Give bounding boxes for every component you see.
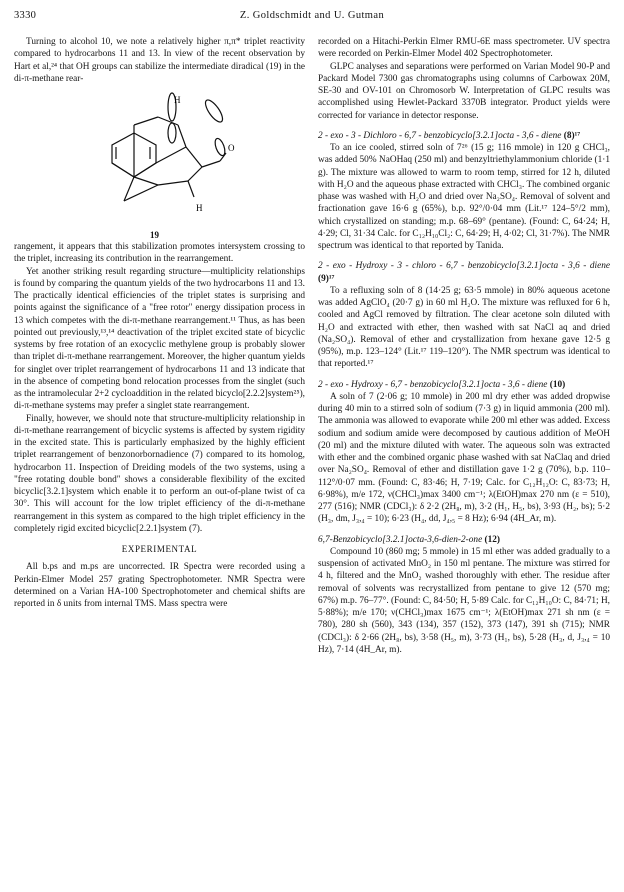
- paragraph: rangement, it appears that this stabilization promotes intersystem crossing to the triplet, increasing its contribution in the rearrangement.: [14, 242, 305, 265]
- compound-title: [318, 260, 610, 285]
- diradical-structure: [54, 89, 274, 227]
- atom-o: O: [228, 143, 235, 153]
- compound-title: [318, 130, 610, 142]
- page-number: 3330: [14, 10, 37, 21]
- compound-number: (9)¹⁷: [318, 273, 335, 284]
- structure-figure-19: [14, 89, 305, 239]
- paragraph: Yet another striking result regarding structure—multiplicity relationships is found by comparing the quantum yields of the two hydrocarbons 11 and 13. The practically identical efficiencies of the triplet states is surprising and points against the significance of a "free rotor" energy dissipation process in 13 which competes with the di-π-methane rearrangement.¹¹ Thus, as has been pointed out previously,¹³,¹⁴ deactivation of the triplet excited state of bicyclic systems by free rotation of an exocyclic methylene group is probably slower than triplet di-π-methane rearrangement. Moreover, the higher quantum yields for singlet over triplet rearrangement of hydrocarbons 11 and 13 indicate that in the absence of competing bond relocation processes from the singlet (such as the intramolecular 2+2 cycloaddition in the related bicyclo[2.2.2]system²⁵), di-π-methane systems may prefer a singlet state rearrangement.: [14, 266, 305, 412]
- paragraph: Finally, however, we should note that structure-multiplicity relationship in di-π-methane rearrangement of bicyclic systems is affected by system rigidity in the excited state. This is particularly emphasized by the highly efficient triplet rearrangement of benzonorbornadience (7) compared to its homolog, hydrocarbon 11. Inspection of Dreiding models of the two systems, using a "free rotating double bond" shows a considerable flexibility of the excited bicyclic[3.2.1]system which enable it to perform an out-of-plane twist of ca 30°. This will account for the low triplet efficiency of the di-π-methane rearrangement in this system as compared to the high triplet efficiency in the completely rigid excited bicyclic[2.2.1]system (7).: [14, 413, 305, 534]
- procedure: A soln of 7 (2·06 g; 10 mmole) in 200 ml dry ether was added dropwise during 40 min to a stirred soln of sodium (7·3 g) in liquid ammonia (200 ml). The ammonia was allowed to evaporate while 200 ml ether was added. Excess sodium and sodium amide were decomposed by cautious addition of MeOH (20 ml) and the mixture diluted with water. The aqueous soln was extracted with ether and the combined organic phase washed with sat NaClaq and dried over Na₂SO₄. Removal of ether and distillation gave 1·2 g (70%), b.p. 110–112°/0·07 mm. (Found: C, 83·46; H, 7·19; Calc. for C₁₂H₁₂O: C, 83·73; H, 6·98%), m/e 172, ν(CHCl₃)max 3400 cm⁻¹; λ(EtOH)max 270 nm (ε = 510), 277 (516); NMR (CDCl₃): δ 2·2 (2H₈, m), 3·2 (H₁, H₅, bs), 3·93 (H₂, bs); 5·2 (H₃, dm, J₃,₄ = 10); 6·23 (H₄, dd, J₄,₅ = 8 Hz); 6·94 (4H_Ar, m).: [318, 391, 610, 525]
- section-heading: EXPERIMENTAL: [121, 544, 198, 554]
- paragraph: recorded on a Hitachi-Perkin Elmer RMU-6E mass spectrometer. UV spectra were recorded on Perkin-Elmer Model 402 Spectrophotometer.: [318, 37, 610, 60]
- compound-name: 2 - exo - Hydroxy - 6,7 - benzobicyclo[3.2.1]octa - 3,6 - diene: [318, 379, 548, 390]
- procedure: To an ice cooled, stirred soln of 7²⁶ (15 g; 116 mmole) in 120 g CHCl₃, was added 50% NaOHaq (250 ml) and benzyltriethylammonium chloride (1·1 g). The mixture was allowed to warm to room temp, stirred for 12 h, diluted with H₂O and the aqueous phase extracted with CHCl₃. The combined organic phase was washed with H₂O and dried over Na₂SO₄. Removal of solvent and fractionation gave 16·6 g (65%), b.p. 92°/0·04 mm (Lit.¹⁷ 124–5°/2 mm), which crystallized on standing; m.p. 68–69° (pentane). (Found: C, 64·24; H, 4·29; Cl, 31·34 Calc. for C₁₂H₁₀Cl₂: C, 64·29; H, 4·02; Cl, 31·7%). The NMR spectrum was identical to that reported by Tanida.: [318, 143, 610, 251]
- atom-h-top: H: [174, 95, 181, 105]
- compound-name: 2 - exo - 3 - Dichloro - 6,7 - benzobicyclo[3.2.1]octa - 3,6 - diene: [318, 130, 562, 141]
- compound-number: (10): [549, 379, 566, 390]
- paragraph: All b.ps and m.ps are uncorrected. IR Spectra were recorded using a Perkin-Elmer Model 257 grating Spectrophotometer. NMR Spectra were determined on a Varian HA-100 Spectrophotometer and chemical shifts are reported in δ units from internal TMS. Mass spectra were: [14, 562, 305, 609]
- left-column: [14, 36, 305, 610]
- compound-title: [318, 379, 610, 391]
- paragraph: GLPC analyses and separations were performed on Varian Model 90-P and Packard Model 7300 gas chromatographs using columns of Carbowax 20M, SE-30 and OV-101 on Chromosorb W. Interpretation of GLPC results was accomplished using Hewlet-Packard 3370B integrator. Product yields were corrected for variance in detector response.: [318, 61, 610, 121]
- compound-title: [318, 534, 610, 546]
- procedure: Compound 10 (860 mg; 5 mmole) in 15 ml ether was added gradually to a suspension of activated MnO₂ in 150 ml pentane. The mixture was stirred for 4 h, filtered and the MnO₂ washed thoroughly with ether. The residue after removal of solvents was recrystallized from pentane to give 12 (570 mg; 67%) m.p. 76–77°. (Found: C, 84·50; H, 5·89 Calc. for C₁₂H₁₀O: C, 84·71; H, 5·88%); m/e 170; ν(CHCl₃)max 1675 cm⁻¹; λ(EtOH)max 271 sh nm (ε = 780), 280 sh (560), 343 (134), 357 (152), 373 (147), 391 sh (715); NMR (CDCl₃): δ 2·66 (2H₈, bs), 3·58 (H₅, m), 3·73 (H₁, bs), 5·28 (H₃, d, J₃,₄ = 10 Hz), 7·14 (4H_Ar, m).: [318, 546, 610, 655]
- running-title: Z. Goldschmidt and U. Gutman: [239, 10, 385, 21]
- figure-label: 19: [150, 230, 159, 240]
- atom-h-bottom: H: [196, 203, 203, 213]
- right-column: [318, 36, 610, 656]
- compound-number: (12): [484, 534, 501, 545]
- compound-number: (8)¹⁷: [563, 130, 581, 141]
- procedure: To a refluxing soln of 8 (14·25 g; 63·5 mmole) in 80% aqueous acetone was added AgClO₄ (20·7 g) in 60 ml H₂O. The mixture was refluxed for 6 h, cooled and AgCl removed by filtration. The clear acetone soln diluted with H₂O and extracted with ether, then washed with sat NaCl aq and dried (Na₂SO₄). Removal of ether and crystallization from hexane gave 12·5 g (95%), m.p. 123–124° (Lit.¹⁷ 119–120°). The NMR spectrum was identical to that reported.¹⁷: [318, 285, 610, 370]
- page-header: [14, 10, 610, 26]
- compound-name: 2 - exo - Hydroxy - 3 - chloro - 6,7 - benzobicyclo[3.2.1]octa - 3,6 - diene: [318, 261, 610, 272]
- compound-name: 6,7-Benzobicyclo[3.2.1]octa-3,6-dien-2-one: [318, 534, 483, 545]
- paragraph: Turning to alcohol 10, we note a relatively higher π,π* triplet reactivity compared to hydrocarbons 11 and 13. In view of the recent observation by Hart et al,²⁴ that OH groups can stabilize the intermediate diradical (19) in the di-π-methane rear-: [14, 37, 305, 84]
